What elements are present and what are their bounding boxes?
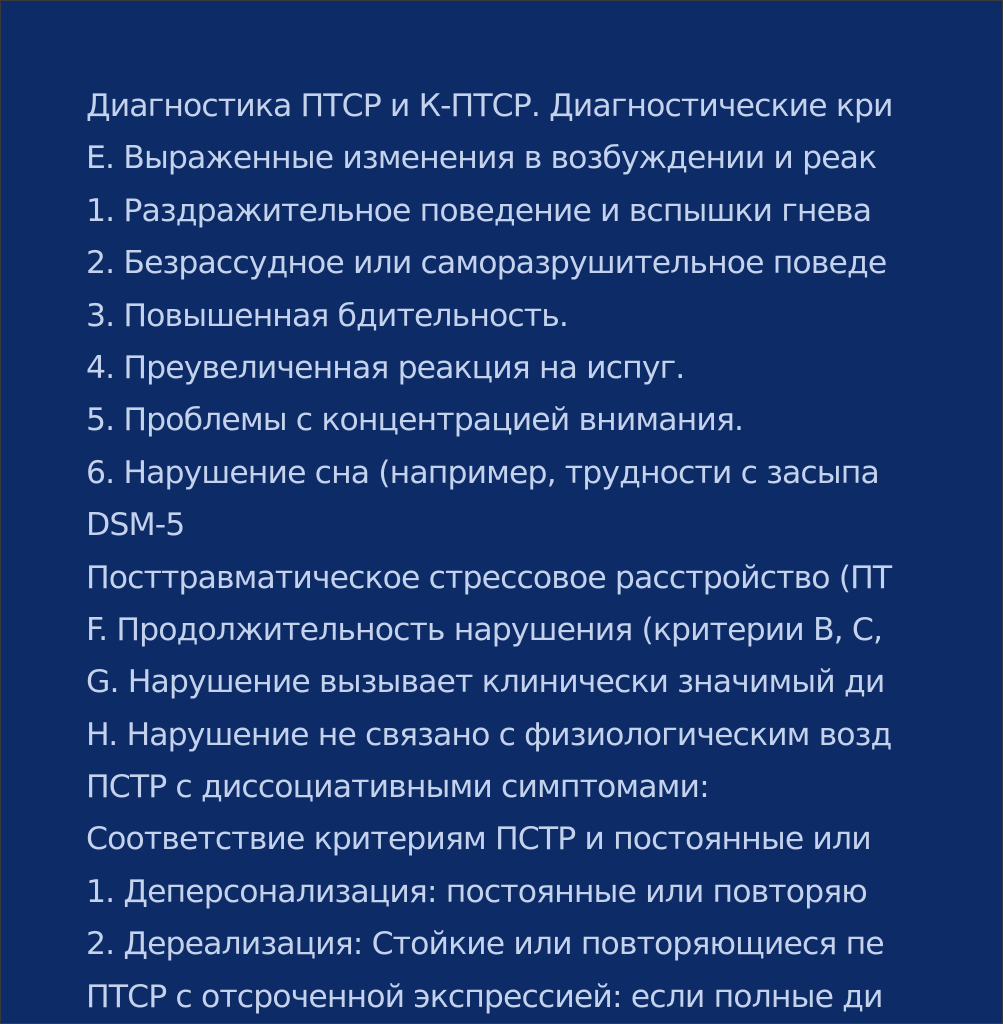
depersonalization-line: 1. Деперсонализация: постоянные или повторяю	[86, 873, 867, 910]
dissociative-criteria-line: Соответствие критериям ПСТР и постоянные или	[86, 821, 871, 858]
criterion-f-line: F. Продолжительность нарушения (критерии В, С,	[86, 611, 883, 648]
criterion-e-line: Е. Выраженные изменения в возбуждении и реак	[86, 140, 877, 177]
heading-line: Диагностика ПТСР и К-ПТСР. Диагностические кри	[86, 88, 893, 124]
list-item-3: 3. Повышенная бдительность.	[86, 297, 569, 334]
criterion-h-line: H. Нарушение не связано с физиологическим возд	[86, 716, 892, 753]
list-item-5: 5. Проблемы с концентрацией внимания.	[86, 402, 744, 439]
list-item-2: 2. Безрассудное или саморазрушительное поведе	[86, 245, 887, 282]
slide-text-block	[86, 80, 1003, 1023]
delayed-expression-line: ПТСР с отсроченной экспрессией: если полные ди	[86, 978, 883, 1015]
list-item-4: 4. Преувеличенная реакция на испуг.	[86, 349, 685, 386]
dsm-label: DSM-5	[86, 507, 185, 544]
criterion-g-line: G. Нарушение вызывает клинически значимый ди	[86, 664, 885, 701]
dissociative-heading-line: ПСТР с диссоциативными симптомами:	[86, 769, 709, 806]
derealization-line: 2. Дереализация: Стойкие или повторяющиеся пе	[86, 926, 884, 963]
list-item-1: 1. Раздражительное поведение и вспышки гнева	[86, 192, 872, 229]
ptsd-title-line: Посттравматическое стрессовое расстройство (ПТ	[86, 559, 892, 596]
list-item-6: 6. Нарушение сна (например, трудности с засыпа	[86, 454, 879, 491]
